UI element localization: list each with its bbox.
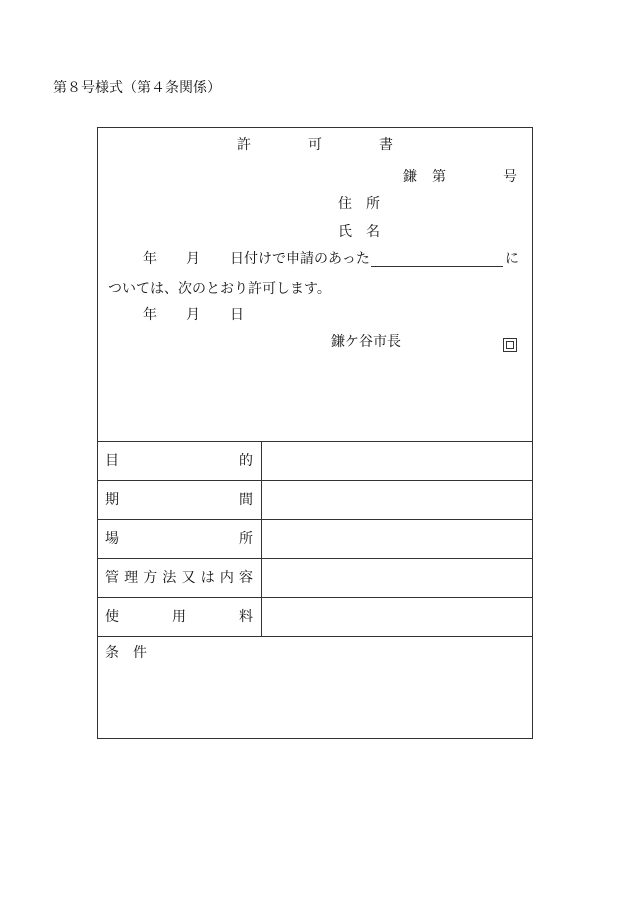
- label-char: 法: [162, 570, 177, 586]
- application-date-text: 日付けで申請のあった: [230, 251, 370, 267]
- label-char: 方: [143, 570, 158, 586]
- label-char: 又: [181, 570, 196, 586]
- label-char: は: [200, 570, 215, 586]
- label-char: 管: [105, 570, 119, 586]
- title-char: 書: [379, 137, 393, 153]
- label-char: 使: [105, 609, 119, 625]
- label-char: 期: [105, 492, 119, 508]
- number-prefix: 鎌: [403, 169, 417, 185]
- number-dai: 第: [432, 169, 446, 185]
- row-label-place: [105, 532, 253, 546]
- label-char: 所: [239, 531, 253, 547]
- label-char: 用: [172, 609, 186, 625]
- label-char: 的: [239, 453, 253, 469]
- row-label-fee: [105, 610, 253, 624]
- issue-year: 年: [143, 307, 157, 323]
- label-char: 理: [124, 570, 139, 586]
- label-char: 内: [219, 570, 234, 586]
- permit-form-frame: [97, 127, 533, 739]
- conditions-label: 条 件: [105, 645, 147, 661]
- label-char: 間: [239, 492, 253, 508]
- row-label-management: [105, 571, 253, 585]
- application-particle: に: [505, 251, 519, 267]
- title-char: 可: [308, 137, 322, 153]
- application-year: 年: [143, 251, 157, 267]
- label-char: 容: [238, 570, 253, 586]
- issuer-name: 鎌ケ谷市長: [331, 334, 401, 350]
- name-label: 氏 名: [338, 224, 380, 240]
- issue-day: 日: [230, 307, 244, 323]
- row-label-purpose: [105, 454, 253, 468]
- form-number-label: 第８号様式（第４条関係）: [53, 80, 221, 96]
- number-go: 号: [503, 169, 517, 185]
- seal-icon: [503, 336, 517, 352]
- permit-body-text: ついては、次のとおり許可します。: [108, 281, 331, 297]
- application-subject-blank: [371, 252, 503, 268]
- title-char: 許: [237, 137, 251, 153]
- row-label-period: [105, 493, 253, 507]
- label-char: 料: [239, 609, 253, 625]
- issue-month: 月: [186, 307, 200, 323]
- permit-title: [237, 138, 393, 152]
- label-char: 目: [105, 453, 119, 469]
- label-char: 場: [105, 531, 119, 547]
- address-label: 住 所: [338, 196, 380, 212]
- application-month: 月: [186, 251, 200, 267]
